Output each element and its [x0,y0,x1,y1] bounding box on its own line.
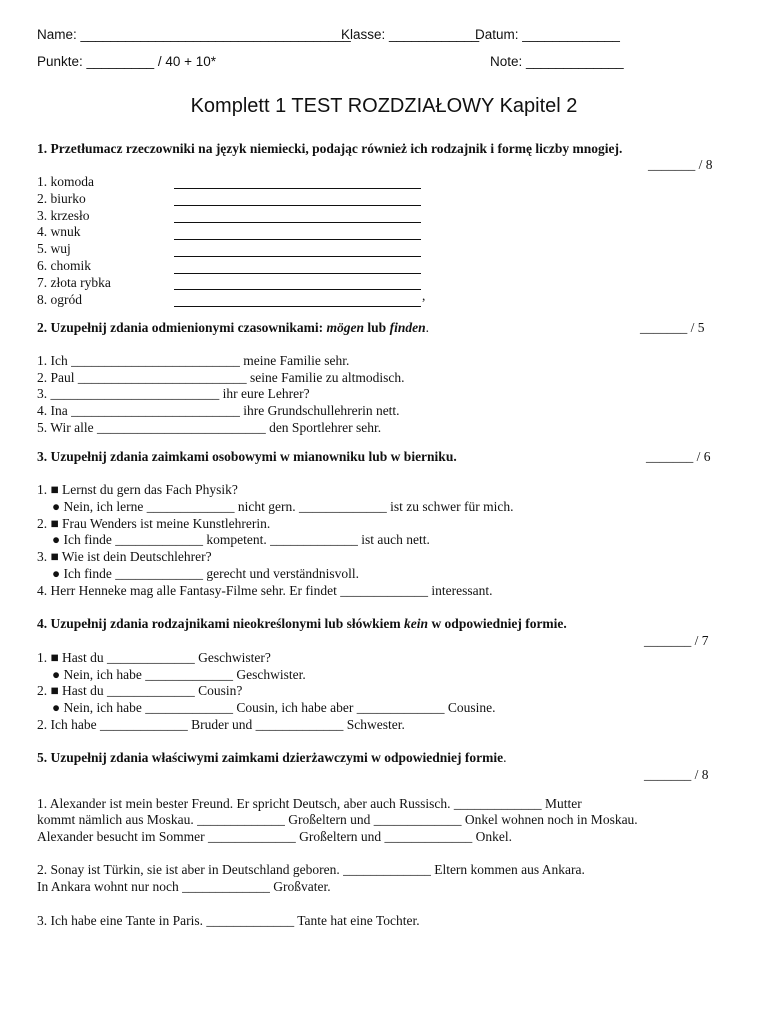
exercise-line: 1. ■ Hast du _____________ Geschwister? [37,650,271,665]
answer-blank[interactable] [174,222,421,223]
answer-blank[interactable] [174,188,421,189]
section2-heading: 2. Uzupełnij zdania odmienionymi czasownikami: mögen lub finden. [37,320,429,335]
list-item: 7. złota rybka [37,274,111,290]
exercise-line: ● Ich finde _____________ kompetent. _____________ ist auch nett. [52,532,430,547]
exercise-line: 2. Paul _________________________ seine Familie zu altmodisch. [37,370,405,385]
section1-word-list [37,174,111,308]
exercise-line: Alexander besucht im Sommer _____________ Großeltern und _____________ Onkel. [37,829,513,844]
datum-field-label: Datum: _____________ [475,27,620,42]
list-item: 2. biurko [37,190,86,206]
list-item: 8. ogród [37,291,82,307]
exercise-line: 2. Ich habe _____________ Bruder und _____________ Schwester. [37,717,405,732]
answer-blank[interactable] [174,289,421,290]
exercise-line: 2. ■ Hast du _____________ Cousin? [37,683,243,698]
exercise-line: 1. ■ Lernst du gern das Fach Physik? [37,482,238,497]
section2-points: _______ / 5 [640,320,705,335]
answer-blank[interactable] [174,256,421,257]
exercise-line: 2. ■ Frau Wenders ist meine Kunstlehrerin. [37,516,271,531]
section5-heading: 5. Uzupełnij zdania właściwymi zaimkami dzierżawczymi w odpowiedniej formie. [37,750,507,765]
list-item: 4. wnuk [37,224,81,240]
exercise-line: 4. Ina _________________________ ihre Grundschullehrerin nett. [37,403,400,418]
list-item: 1. komoda [37,174,94,189]
answer-blank[interactable] [174,239,421,240]
exercise-line: 5. Wir alle _________________________ den Sportlehrer sehr. [37,420,382,435]
section3-heading: 3. Uzupełnij zdania zaimkami osobowymi w mianowniku lub w bierniku. [37,449,457,464]
trailing-mark: , [422,288,426,303]
exercise-line: 3. _________________________ ihr eure Lehrer? [37,386,310,401]
exercise-line: ● Nein, ich habe _____________ Cousin, ich habe aber _____________ Cousine. [52,700,496,715]
exercise-line: In Ankara wohnt nur noch _____________ Großvater. [37,879,331,894]
exercise-line: 1. Alexander ist mein bester Freund. Er spricht Deutsch, aber auch Russisch. _____________ Mutter [37,796,582,811]
exercise-line: 2. Sonay ist Türkin, sie ist aber in Deutschland geboren. _____________ Eltern kommen aus Ankara. [37,862,585,877]
exercise-line: 3. Ich habe eine Tante in Paris. _____________ Tante hat eine Tochter. [37,913,420,928]
exercise-line: kommt nämlich aus Moskau. _____________ Großeltern und _____________ Onkel wohnen noch in Moskau. [37,812,638,827]
section1-heading: 1. Przetłumacz rzeczowniki na język niemiecki, podając również ich rodzajnik i formę liczby mnogiej. [37,141,623,156]
exercise-line: ● Nein, ich lerne _____________ nicht gern. _____________ ist zu schwer für mich. [52,499,514,514]
section1-points: _______ / 8 [648,157,713,172]
section4-points: _______ / 7 [644,633,709,648]
page-title: Komplett 1 TEST ROZDZIAŁOWY Kapitel 2 [190,95,578,117]
list-item: 3. krzesło [37,207,90,223]
list-item: 5. wuj [37,241,71,257]
answer-blank[interactable] [174,306,421,307]
answer-blank[interactable] [174,273,421,274]
note-field-label: Note: _____________ [490,54,624,69]
exercise-line: ● Ich finde _____________ gerecht und verständnisvoll. [52,566,359,581]
section4-heading: 4. Uzupełnij zdania rodzajnikami nieokreślonymi lub słówkiem kein w odpowiedniej formie. [37,616,567,631]
name-field-label: Name: ____________________________________ [37,27,351,42]
exercise-line: ● Nein, ich habe _____________ Geschwister. [52,667,306,682]
list-item: 6. chomik [37,257,91,273]
exercise-line: 1. Ich _________________________ meine Familie sehr. [37,353,350,368]
punkte-field-label: Punkte: _________ / 40 + 10* [37,54,217,69]
section5-points: _______ / 8 [644,767,709,782]
answer-blank[interactable] [174,205,421,206]
exercise-line: 3. ■ Wie ist dein Deutschlehrer? [37,549,212,564]
klasse-field-label: Klasse: ____________ [341,27,480,42]
section3-points: _______ / 6 [646,449,711,464]
exercise-line: 4. Herr Henneke mag alle Fantasy-Filme sehr. Er findet _____________ interessant. [37,583,493,598]
